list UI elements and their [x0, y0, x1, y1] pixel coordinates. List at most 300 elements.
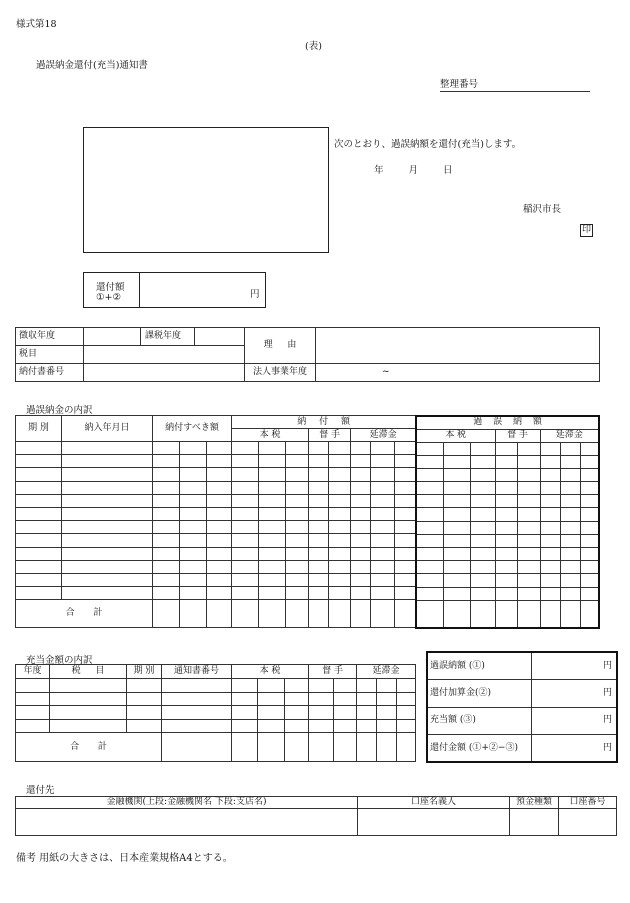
- over-amount-cell[interactable]: [470, 574, 495, 587]
- period-cell[interactable]: [16, 468, 62, 481]
- total-amount-cell[interactable]: [309, 600, 329, 628]
- alloc-amount-cell[interactable]: [397, 706, 416, 720]
- over-amount-cell[interactable]: [517, 521, 540, 534]
- alloc-notice-cell[interactable]: [162, 692, 232, 706]
- over-amount-cell[interactable]: [540, 468, 560, 481]
- alloc-amount-cell[interactable]: [357, 679, 377, 693]
- amount-cell[interactable]: [286, 573, 309, 586]
- amount-cell[interactable]: [232, 573, 259, 586]
- amount-cell[interactable]: [309, 560, 329, 573]
- amount-cell[interactable]: [259, 521, 286, 534]
- amount-cell[interactable]: [286, 494, 309, 507]
- alloc-notice-cell[interactable]: [162, 706, 232, 720]
- alloc-amount-cell[interactable]: [232, 679, 258, 693]
- over-amount-cell[interactable]: [416, 442, 443, 455]
- over-amount-cell[interactable]: [517, 534, 540, 547]
- amount-cell[interactable]: [153, 573, 180, 586]
- over-amount-cell[interactable]: [580, 548, 599, 561]
- amount-cell[interactable]: [259, 481, 286, 494]
- fiscal-year-value[interactable]: [84, 328, 141, 346]
- over-amount-cell[interactable]: [416, 468, 443, 481]
- period-cell[interactable]: [16, 573, 62, 586]
- total-amount-cell[interactable]: [286, 600, 309, 628]
- total-amount-cell[interactable]: [153, 600, 180, 628]
- over-amount-cell[interactable]: [540, 561, 560, 574]
- amount-cell[interactable]: [371, 468, 395, 481]
- alloc-amount-cell[interactable]: [309, 692, 334, 706]
- over-amount-cell[interactable]: [580, 468, 599, 481]
- over-amount-cell[interactable]: [540, 587, 560, 600]
- amount-cell[interactable]: [153, 442, 180, 455]
- deposit-type-value[interactable]: [510, 809, 559, 836]
- amount-cell[interactable]: [259, 560, 286, 573]
- alloc-amount-cell[interactable]: [397, 679, 416, 693]
- amount-cell[interactable]: [351, 534, 371, 547]
- amount-cell[interactable]: [395, 455, 416, 468]
- over-amount-cell[interactable]: [580, 521, 599, 534]
- amount-cell[interactable]: [207, 547, 232, 560]
- alloc-amount-cell[interactable]: [232, 706, 258, 720]
- amount-cell[interactable]: [286, 547, 309, 560]
- over-amount-cell[interactable]: [470, 482, 495, 495]
- amount-cell[interactable]: [232, 468, 259, 481]
- alloc-amount-cell[interactable]: [377, 679, 397, 693]
- over-amount-cell[interactable]: [580, 495, 599, 508]
- alloc-amount-cell[interactable]: [258, 719, 285, 733]
- amount-cell[interactable]: [309, 507, 329, 520]
- over-amount-cell[interactable]: [560, 442, 580, 455]
- amount-cell[interactable]: [207, 534, 232, 547]
- amount-cell[interactable]: [207, 507, 232, 520]
- amount-cell[interactable]: [309, 494, 329, 507]
- amount-cell[interactable]: [232, 455, 259, 468]
- amount-cell[interactable]: [395, 587, 416, 600]
- amount-cell[interactable]: [351, 455, 371, 468]
- over-amount-cell[interactable]: [495, 468, 517, 481]
- alloc-amount-cell[interactable]: [232, 692, 258, 706]
- amount-cell[interactable]: [259, 547, 286, 560]
- amount-cell[interactable]: [207, 442, 232, 455]
- over-amount-cell[interactable]: [495, 442, 517, 455]
- amount-cell[interactable]: [351, 521, 371, 534]
- over-amount-cell[interactable]: [580, 508, 599, 521]
- amount-cell[interactable]: [180, 534, 207, 547]
- over-amount-cell[interactable]: [470, 548, 495, 561]
- over-total-cell[interactable]: [540, 600, 560, 628]
- alloc-amount-cell[interactable]: [377, 692, 397, 706]
- amount-cell[interactable]: [329, 573, 351, 586]
- amount-cell[interactable]: [259, 442, 286, 455]
- over-amount-cell[interactable]: [495, 574, 517, 587]
- over-amount-cell[interactable]: [580, 561, 599, 574]
- pay-date-cell[interactable]: [62, 455, 153, 468]
- amount-cell[interactable]: [259, 587, 286, 600]
- alloc-total-amount[interactable]: [334, 733, 357, 762]
- over-amount-cell[interactable]: [495, 455, 517, 468]
- amount-cell[interactable]: [351, 481, 371, 494]
- period-cell[interactable]: [16, 455, 62, 468]
- alloc-amount-cell[interactable]: [397, 719, 416, 733]
- over-amount-cell[interactable]: [517, 442, 540, 455]
- over-amount-cell[interactable]: [416, 574, 443, 587]
- alloc-amount-cell[interactable]: [377, 706, 397, 720]
- over-amount-cell[interactable]: [560, 508, 580, 521]
- over-amount-cell[interactable]: [495, 561, 517, 574]
- over-amount-cell[interactable]: [443, 521, 470, 534]
- amount-cell[interactable]: [286, 534, 309, 547]
- over-amount-cell[interactable]: [540, 455, 560, 468]
- over-amount-cell[interactable]: [580, 482, 599, 495]
- pay-date-cell[interactable]: [62, 468, 153, 481]
- alloc-amount-cell[interactable]: [285, 679, 309, 693]
- over-amount-cell[interactable]: [470, 442, 495, 455]
- pay-date-cell[interactable]: [62, 534, 153, 547]
- over-total-cell[interactable]: [495, 600, 517, 628]
- alloc-amount-cell[interactable]: [334, 679, 357, 693]
- summary-value[interactable]: 円: [531, 680, 617, 708]
- total-amount-cell[interactable]: [207, 600, 232, 628]
- over-amount-cell[interactable]: [470, 561, 495, 574]
- over-amount-cell[interactable]: [416, 534, 443, 547]
- amount-cell[interactable]: [207, 481, 232, 494]
- over-amount-cell[interactable]: [416, 495, 443, 508]
- amount-cell[interactable]: [351, 442, 371, 455]
- amount-cell[interactable]: [371, 442, 395, 455]
- over-amount-cell[interactable]: [517, 508, 540, 521]
- alloc-amount-cell[interactable]: [334, 692, 357, 706]
- amount-cell[interactable]: [395, 573, 416, 586]
- amount-cell[interactable]: [207, 587, 232, 600]
- over-amount-cell[interactable]: [495, 482, 517, 495]
- reference-number-field[interactable]: [440, 76, 590, 92]
- amount-cell[interactable]: [153, 468, 180, 481]
- amount-cell[interactable]: [153, 494, 180, 507]
- over-amount-cell[interactable]: [416, 548, 443, 561]
- amount-cell[interactable]: [232, 494, 259, 507]
- over-amount-cell[interactable]: [540, 495, 560, 508]
- amount-cell[interactable]: [153, 481, 180, 494]
- over-total-cell[interactable]: [560, 600, 580, 628]
- over-amount-cell[interactable]: [560, 587, 580, 600]
- period-cell[interactable]: [16, 534, 62, 547]
- amount-cell[interactable]: [153, 560, 180, 573]
- over-amount-cell[interactable]: [495, 534, 517, 547]
- over-amount-cell[interactable]: [443, 508, 470, 521]
- over-amount-cell[interactable]: [443, 455, 470, 468]
- amount-cell[interactable]: [180, 587, 207, 600]
- over-amount-cell[interactable]: [416, 508, 443, 521]
- alloc-period-cell[interactable]: [127, 719, 162, 733]
- amount-cell[interactable]: [309, 587, 329, 600]
- alloc-total-amount[interactable]: [357, 733, 377, 762]
- amount-cell[interactable]: [207, 560, 232, 573]
- amount-cell[interactable]: [395, 534, 416, 547]
- alloc-amount-cell[interactable]: [258, 706, 285, 720]
- amount-cell[interactable]: [232, 587, 259, 600]
- alloc-period-cell[interactable]: [127, 706, 162, 720]
- over-amount-cell[interactable]: [443, 587, 470, 600]
- over-amount-cell[interactable]: [560, 468, 580, 481]
- over-amount-cell[interactable]: [443, 548, 470, 561]
- amount-cell[interactable]: [153, 547, 180, 560]
- pay-date-cell[interactable]: [62, 442, 153, 455]
- alloc-tax-cell[interactable]: [50, 692, 127, 706]
- alloc-total-amount[interactable]: [397, 733, 416, 762]
- over-total-cell[interactable]: [580, 600, 599, 628]
- over-total-cell[interactable]: [416, 600, 443, 628]
- over-amount-cell[interactable]: [443, 534, 470, 547]
- over-amount-cell[interactable]: [517, 455, 540, 468]
- amount-cell[interactable]: [309, 547, 329, 560]
- amount-cell[interactable]: [351, 560, 371, 573]
- amount-cell[interactable]: [329, 587, 351, 600]
- over-amount-cell[interactable]: [540, 574, 560, 587]
- amount-cell[interactable]: [232, 560, 259, 573]
- over-total-cell[interactable]: [517, 600, 540, 628]
- summary-value[interactable]: 円: [531, 707, 617, 735]
- alloc-amount-cell[interactable]: [334, 706, 357, 720]
- amount-cell[interactable]: [286, 481, 309, 494]
- over-amount-cell[interactable]: [495, 548, 517, 561]
- over-amount-cell[interactable]: [470, 521, 495, 534]
- over-amount-cell[interactable]: [517, 587, 540, 600]
- alloc-amount-cell[interactable]: [258, 692, 285, 706]
- amount-cell[interactable]: [286, 507, 309, 520]
- amount-cell[interactable]: [232, 481, 259, 494]
- amount-cell[interactable]: [371, 494, 395, 507]
- amount-cell[interactable]: [207, 573, 232, 586]
- amount-cell[interactable]: [207, 455, 232, 468]
- amount-cell[interactable]: [180, 573, 207, 586]
- pay-date-cell[interactable]: [62, 587, 153, 600]
- over-amount-cell[interactable]: [517, 574, 540, 587]
- total-amount-cell[interactable]: [371, 600, 395, 628]
- amount-cell[interactable]: [180, 507, 207, 520]
- over-amount-cell[interactable]: [540, 521, 560, 534]
- over-amount-cell[interactable]: [443, 482, 470, 495]
- amount-cell[interactable]: [309, 455, 329, 468]
- alloc-tax-cell[interactable]: [50, 706, 127, 720]
- holder-value[interactable]: [358, 809, 510, 836]
- amount-cell[interactable]: [180, 481, 207, 494]
- amount-cell[interactable]: [153, 521, 180, 534]
- over-amount-cell[interactable]: [580, 574, 599, 587]
- amount-cell[interactable]: [259, 494, 286, 507]
- amount-cell[interactable]: [371, 587, 395, 600]
- corp-year-range[interactable]: ~: [316, 364, 600, 382]
- amount-cell[interactable]: [329, 442, 351, 455]
- payment-number-value[interactable]: [84, 364, 245, 382]
- amount-cell[interactable]: [371, 455, 395, 468]
- amount-cell[interactable]: [232, 547, 259, 560]
- over-amount-cell[interactable]: [416, 587, 443, 600]
- over-amount-cell[interactable]: [540, 534, 560, 547]
- summary-value[interactable]: 円: [531, 652, 617, 680]
- over-total-cell[interactable]: [470, 600, 495, 628]
- over-amount-cell[interactable]: [580, 587, 599, 600]
- amount-cell[interactable]: [286, 521, 309, 534]
- amount-cell[interactable]: [329, 560, 351, 573]
- period-cell[interactable]: [16, 494, 62, 507]
- alloc-amount-cell[interactable]: [397, 692, 416, 706]
- alloc-total-amount[interactable]: [285, 733, 309, 762]
- amount-cell[interactable]: [207, 494, 232, 507]
- alloc-amount-cell[interactable]: [258, 679, 285, 693]
- amount-cell[interactable]: [371, 560, 395, 573]
- pay-date-cell[interactable]: [62, 560, 153, 573]
- amount-cell[interactable]: [180, 455, 207, 468]
- amount-cell[interactable]: [232, 534, 259, 547]
- amount-cell[interactable]: [395, 547, 416, 560]
- over-amount-cell[interactable]: [443, 495, 470, 508]
- alloc-year-cell[interactable]: [16, 692, 50, 706]
- over-amount-cell[interactable]: [540, 548, 560, 561]
- over-amount-cell[interactable]: [495, 495, 517, 508]
- over-amount-cell[interactable]: [443, 574, 470, 587]
- amount-cell[interactable]: [395, 468, 416, 481]
- amount-cell[interactable]: [329, 494, 351, 507]
- amount-cell[interactable]: [371, 534, 395, 547]
- pay-date-cell[interactable]: [62, 494, 153, 507]
- amount-cell[interactable]: [371, 521, 395, 534]
- tax-year-value[interactable]: [195, 328, 245, 346]
- total-amount-cell[interactable]: [232, 600, 259, 628]
- alloc-amount-cell[interactable]: [309, 679, 334, 693]
- amount-cell[interactable]: [371, 547, 395, 560]
- over-amount-cell[interactable]: [470, 508, 495, 521]
- alloc-amount-cell[interactable]: [285, 692, 309, 706]
- over-amount-cell[interactable]: [495, 521, 517, 534]
- amount-cell[interactable]: [309, 573, 329, 586]
- over-amount-cell[interactable]: [540, 508, 560, 521]
- amount-cell[interactable]: [395, 442, 416, 455]
- amount-cell[interactable]: [351, 494, 371, 507]
- pay-date-cell[interactable]: [62, 521, 153, 534]
- alloc-amount-cell[interactable]: [285, 706, 309, 720]
- over-amount-cell[interactable]: [560, 482, 580, 495]
- over-amount-cell[interactable]: [517, 548, 540, 561]
- alloc-amount-cell[interactable]: [334, 719, 357, 733]
- pay-date-cell[interactable]: [62, 507, 153, 520]
- period-cell[interactable]: [16, 587, 62, 600]
- total-amount-cell[interactable]: [259, 600, 286, 628]
- amount-cell[interactable]: [232, 507, 259, 520]
- alloc-tax-cell[interactable]: [50, 679, 127, 693]
- amount-cell[interactable]: [153, 455, 180, 468]
- tax-item-value[interactable]: [84, 346, 245, 364]
- alloc-year-cell[interactable]: [16, 679, 50, 693]
- over-amount-cell[interactable]: [517, 468, 540, 481]
- over-amount-cell[interactable]: [560, 548, 580, 561]
- amount-cell[interactable]: [180, 521, 207, 534]
- amount-cell[interactable]: [309, 468, 329, 481]
- amount-cell[interactable]: [259, 534, 286, 547]
- total-amount-cell[interactable]: [395, 600, 416, 628]
- over-amount-cell[interactable]: [517, 482, 540, 495]
- amount-cell[interactable]: [329, 521, 351, 534]
- amount-cell[interactable]: [286, 560, 309, 573]
- over-amount-cell[interactable]: [560, 534, 580, 547]
- amount-cell[interactable]: [232, 521, 259, 534]
- amount-cell[interactable]: [309, 442, 329, 455]
- reason-value[interactable]: [316, 328, 600, 364]
- amount-cell[interactable]: [207, 468, 232, 481]
- amount-cell[interactable]: [329, 455, 351, 468]
- amount-cell[interactable]: [180, 547, 207, 560]
- over-amount-cell[interactable]: [443, 442, 470, 455]
- pay-date-cell[interactable]: [62, 481, 153, 494]
- amount-cell[interactable]: [309, 521, 329, 534]
- over-amount-cell[interactable]: [470, 587, 495, 600]
- amount-cell[interactable]: [395, 507, 416, 520]
- amount-cell[interactable]: [309, 534, 329, 547]
- amount-cell[interactable]: [329, 507, 351, 520]
- amount-cell[interactable]: [351, 507, 371, 520]
- amount-cell[interactable]: [329, 534, 351, 547]
- amount-cell[interactable]: [329, 468, 351, 481]
- over-amount-cell[interactable]: [560, 561, 580, 574]
- total-amount-cell[interactable]: [351, 600, 371, 628]
- over-amount-cell[interactable]: [540, 442, 560, 455]
- alloc-total-amount[interactable]: [258, 733, 285, 762]
- over-amount-cell[interactable]: [416, 561, 443, 574]
- over-amount-cell[interactable]: [540, 482, 560, 495]
- over-amount-cell[interactable]: [416, 455, 443, 468]
- amount-cell[interactable]: [259, 507, 286, 520]
- alloc-amount-cell[interactable]: [357, 692, 377, 706]
- over-amount-cell[interactable]: [495, 508, 517, 521]
- over-amount-cell[interactable]: [470, 468, 495, 481]
- over-amount-cell[interactable]: [495, 587, 517, 600]
- over-amount-cell[interactable]: [470, 534, 495, 547]
- alloc-amount-cell[interactable]: [357, 719, 377, 733]
- alloc-period-cell[interactable]: [127, 692, 162, 706]
- alloc-amount-cell[interactable]: [309, 719, 334, 733]
- amount-cell[interactable]: [351, 547, 371, 560]
- amount-cell[interactable]: [180, 560, 207, 573]
- amount-cell[interactable]: [395, 521, 416, 534]
- amount-cell[interactable]: [153, 587, 180, 600]
- over-amount-cell[interactable]: [560, 521, 580, 534]
- amount-cell[interactable]: [371, 507, 395, 520]
- amount-cell[interactable]: [395, 560, 416, 573]
- amount-cell[interactable]: [207, 521, 232, 534]
- over-amount-cell[interactable]: [580, 455, 599, 468]
- alloc-amount-cell[interactable]: [309, 706, 334, 720]
- period-cell[interactable]: [16, 547, 62, 560]
- alloc-amount-cell[interactable]: [357, 706, 377, 720]
- amount-cell[interactable]: [371, 573, 395, 586]
- alloc-period-cell[interactable]: [127, 679, 162, 693]
- alloc-total-amount[interactable]: [232, 733, 258, 762]
- alloc-total-notice[interactable]: [162, 733, 232, 762]
- amount-cell[interactable]: [395, 481, 416, 494]
- over-amount-cell[interactable]: [416, 482, 443, 495]
- amount-cell[interactable]: [395, 494, 416, 507]
- alloc-amount-cell[interactable]: [285, 719, 309, 733]
- pay-date-cell[interactable]: [62, 547, 153, 560]
- over-amount-cell[interactable]: [560, 574, 580, 587]
- amount-cell[interactable]: [153, 507, 180, 520]
- over-amount-cell[interactable]: [517, 561, 540, 574]
- period-cell[interactable]: [16, 481, 62, 494]
- alloc-year-cell[interactable]: [16, 706, 50, 720]
- amount-cell[interactable]: [286, 468, 309, 481]
- over-amount-cell[interactable]: [580, 534, 599, 547]
- alloc-total-amount[interactable]: [377, 733, 397, 762]
- pay-date-cell[interactable]: [62, 573, 153, 586]
- amount-cell[interactable]: [286, 442, 309, 455]
